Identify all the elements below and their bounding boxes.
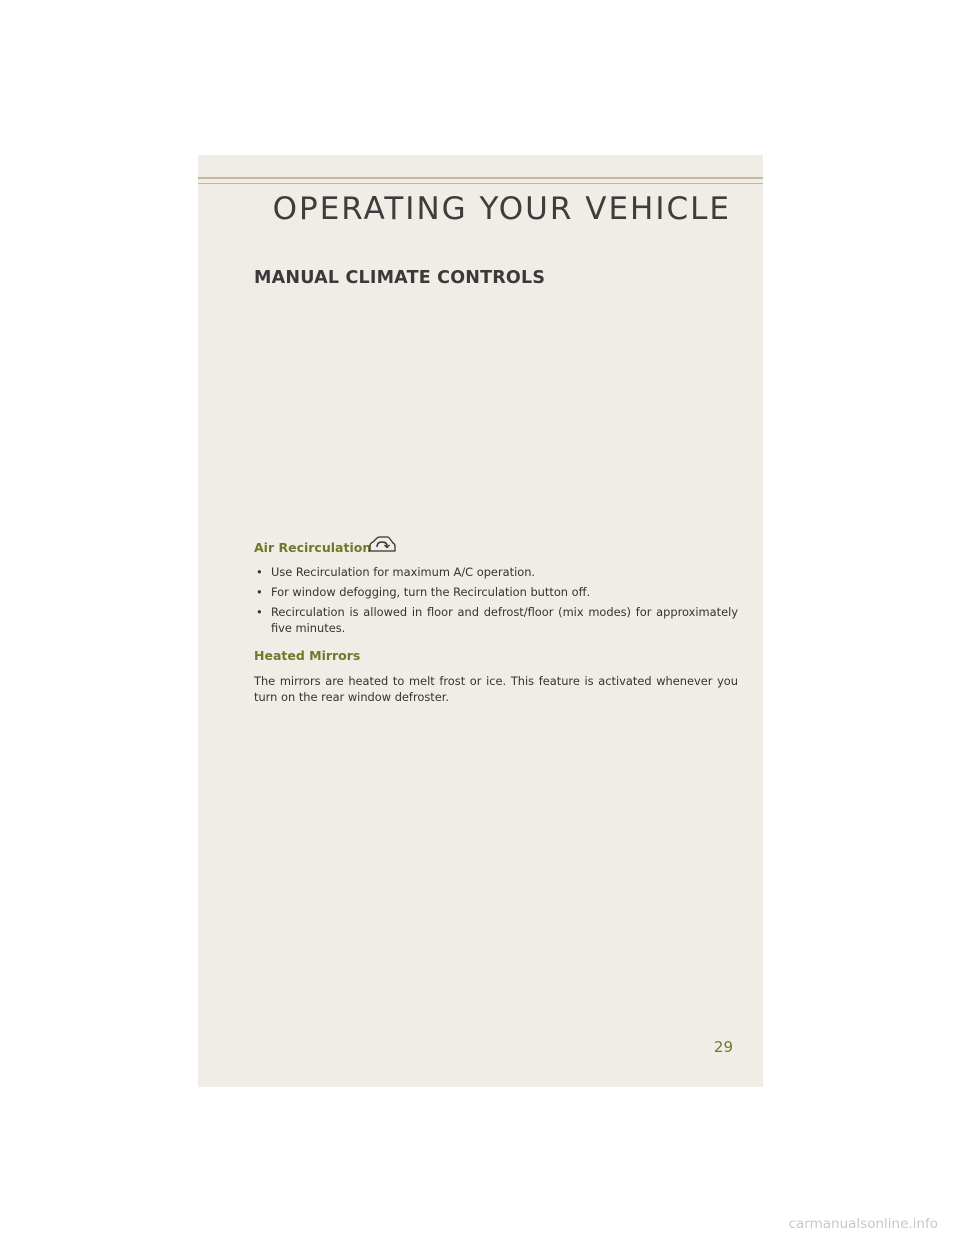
- air-recirculation-list: [254, 565, 738, 641]
- air-recirculation-heading: Air Recirculation: [254, 540, 372, 555]
- bullet-mark: •: [256, 605, 263, 619]
- list-item-text: Recirculation is allowed in floor and defrost/floor (mix modes) for approximately five minutes.: [271, 605, 738, 635]
- heated-mirrors-paragraph: The mirrors are heated to melt frost or ice. This feature is activated whenever you turn on the rear window defroster.: [254, 674, 738, 704]
- manual-page: [198, 155, 763, 1087]
- bullet-mark: •: [256, 585, 263, 599]
- list-item-text: Use Recirculation for maximum A/C operation.: [271, 565, 536, 579]
- bullet-mark: •: [256, 565, 263, 579]
- header-rule-top: [198, 177, 763, 179]
- header-rule-bottom: [198, 183, 763, 184]
- recirculation-icon: [367, 535, 397, 555]
- list-item: [254, 605, 738, 636]
- list-item: [254, 585, 738, 601]
- list-item: [254, 565, 738, 581]
- heated-mirrors-heading: Heated Mirrors: [254, 648, 361, 663]
- list-item-text: For window defogging, turn the Recirculation button off.: [271, 585, 591, 599]
- page-number: 29: [713, 1038, 733, 1056]
- section-title: OPERATING YOUR VEHICLE: [272, 191, 731, 227]
- watermark-text: carmanualsonline.info: [788, 1216, 938, 1232]
- main-heading: MANUAL CLIMATE CONTROLS: [254, 268, 546, 288]
